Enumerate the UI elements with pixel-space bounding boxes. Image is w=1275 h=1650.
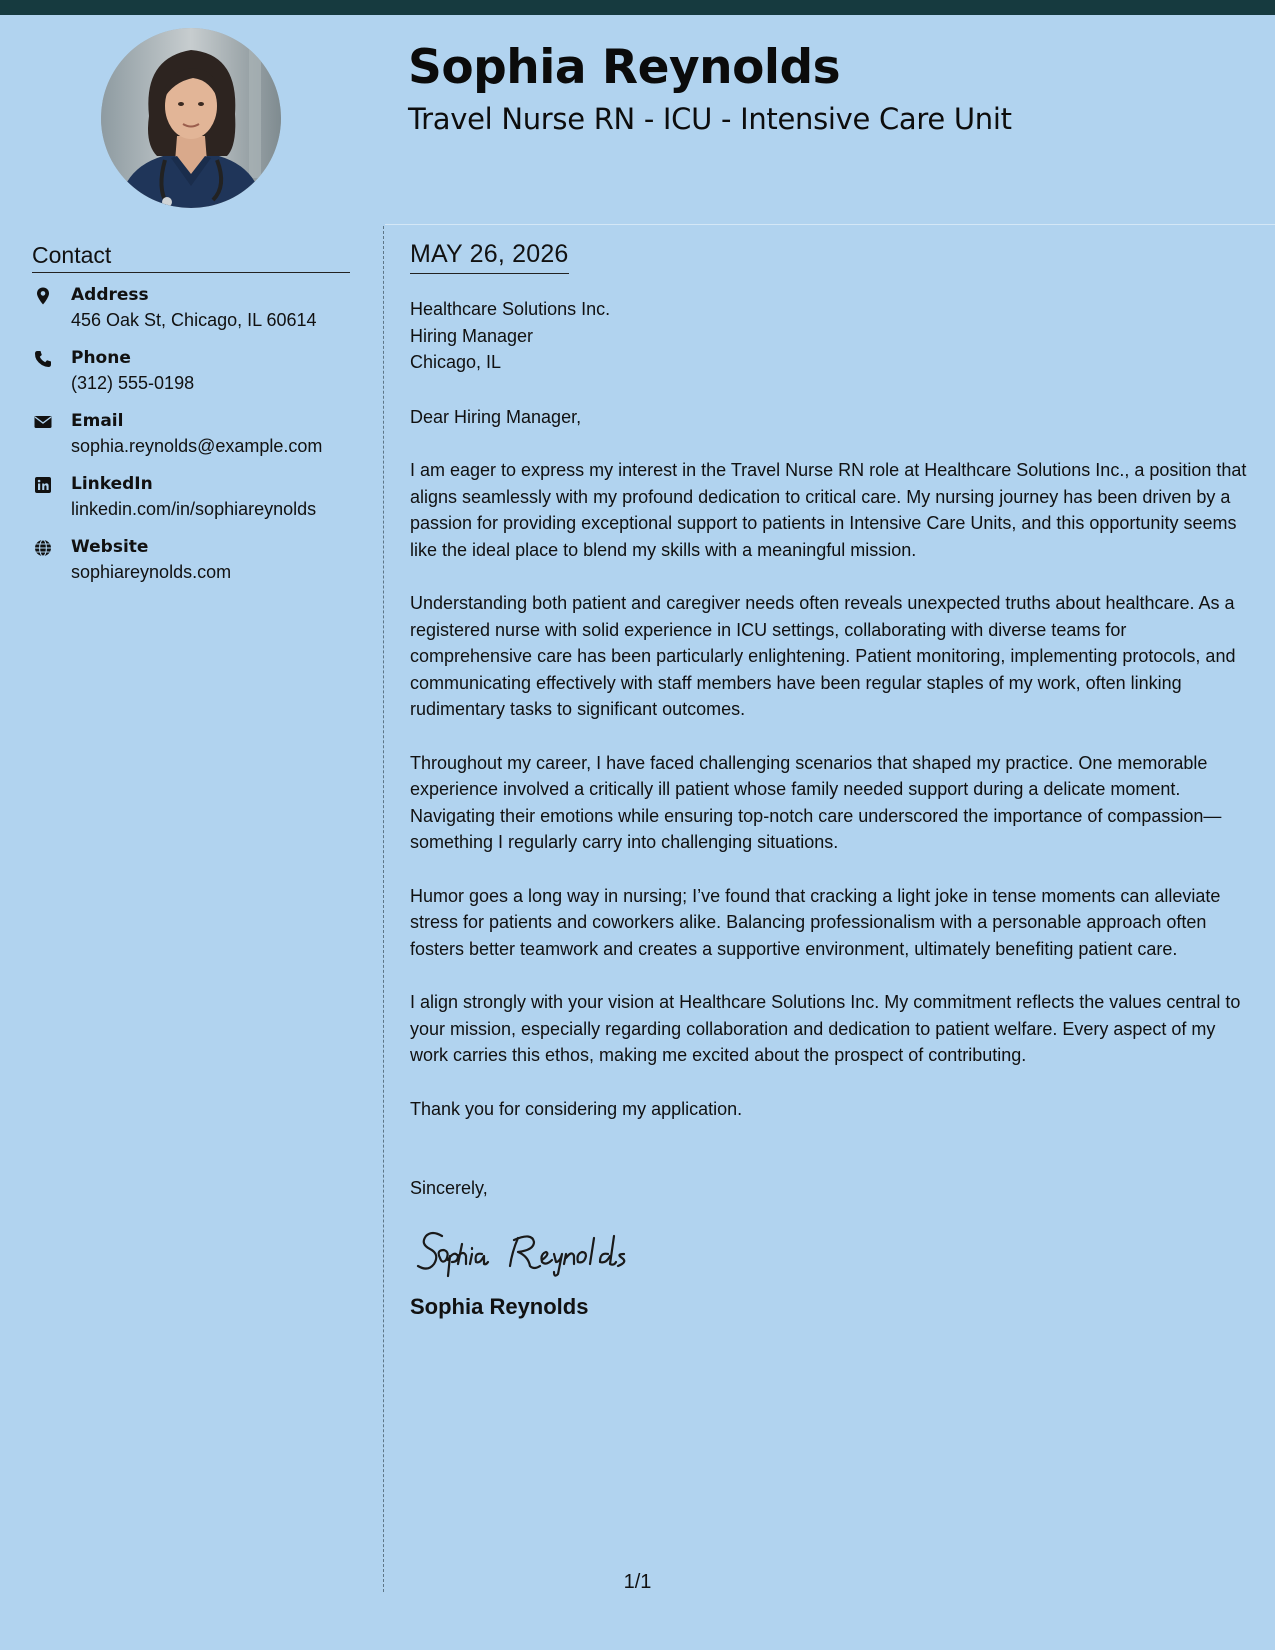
location-pin-icon (34, 287, 52, 305)
letter-body (410, 240, 1250, 1320)
letter-paragraph: Throughout my career, I have faced challenging scenarios that shaped my practice. One memorable experience involved a critically ill patient whose family needed support during a delicate moment. Navigating their emotions while ensuring top-notch care underscored the importance of compassion—something I regularly carry into challenging situations. (410, 752, 1222, 852)
signer-name: Sophia Reynolds (410, 1293, 589, 1319)
job-title: Travel Nurse RN - ICU - Intensive Care Unit (408, 102, 1012, 136)
contact-list (32, 285, 372, 600)
website-value[interactable]: sophiareynolds.com (71, 562, 232, 582)
recipient-location: Chicago, IL (410, 352, 502, 372)
recipient-block (410, 296, 1250, 376)
profile-photo (101, 28, 281, 208)
contact-item-linkedin (32, 474, 372, 537)
header-divider (385, 224, 1275, 225)
contact-label: Address (71, 285, 149, 305)
contact-item-website (32, 537, 372, 600)
recipient-role: Hiring Manager (410, 325, 534, 346)
phone-icon (34, 350, 52, 368)
column-divider (383, 226, 384, 1592)
email-value[interactable]: sophia.reynolds@example.com (71, 436, 323, 456)
letter-paragraph: I am eager to express my interest in the Travel Nurse RN role at Healthcare Solutions Inc., a position that aligns seamlessly with my profound dedication to critical care. My nursing journey has been driven by a passion for providing exceptional support to patients in Intensive Care Units, and this opportunity seems like the ideal place to blend my skills with a meaningful mission. (410, 460, 1247, 560)
linkedin-icon (34, 476, 52, 494)
contact-label: Email (71, 411, 124, 431)
linkedin-value[interactable]: linkedin.com/in/sophiareynolds (71, 499, 317, 519)
handwritten-signature (410, 1216, 1250, 1286)
letter-paragraph: Humor goes a long way in nursing; I’ve found that cracking a light joke in tense moments can alleviate stress for patients and coworkers alike. Balancing professionalism with a personable approach often fosters better teamwork and creates a supportive environment, ultimately benefiting patient care. (410, 885, 1221, 959)
top-accent-bar (0, 0, 1275, 15)
letter-date: MAY 26, 2026 (410, 240, 569, 274)
contact-heading: Contact (32, 242, 350, 273)
applicant-name: Sophia Reynolds (408, 40, 841, 95)
contact-label: Phone (71, 348, 131, 368)
address-value: 456 Oak St, Chicago, IL 60614 (71, 310, 317, 330)
closing-line: Thank you for considering my application. (410, 1098, 743, 1119)
contact-item-email (32, 411, 372, 474)
letter-paragraph: Understanding both patient and caregiver needs often reveals unexpected truths about healthcare. As a registered nurse with solid experience in ICU settings, collaborating with diverse teams for comprehensive care has been particularly enlightening. Patient monitoring, implementing protocols, and communicating effectively with staff members have been regular staples of my work, often linking rudimentary tasks to significant outcomes. (410, 593, 1236, 719)
contact-item-phone (32, 348, 372, 411)
contact-item-address (32, 285, 372, 348)
globe-icon (34, 539, 52, 557)
recipient-company: Healthcare Solutions Inc. (410, 299, 611, 319)
salutation: Dear Hiring Manager, (410, 406, 582, 427)
phone-value: (312) 555-0198 (71, 373, 195, 393)
contact-label: LinkedIn (71, 474, 153, 494)
contact-label: Website (71, 537, 149, 557)
sign-off: Sincerely, (410, 1178, 488, 1198)
page-number: 1/1 (623, 1571, 652, 1593)
envelope-icon (34, 413, 52, 431)
letter-paragraph: I align strongly with your vision at Healthcare Solutions Inc. My commitment reflects the values central to your mission, especially regarding collaboration and dedication to patient welfare. Every aspect of my work carries this ethos, making me excited about the prospect of contributing. (410, 992, 1241, 1065)
